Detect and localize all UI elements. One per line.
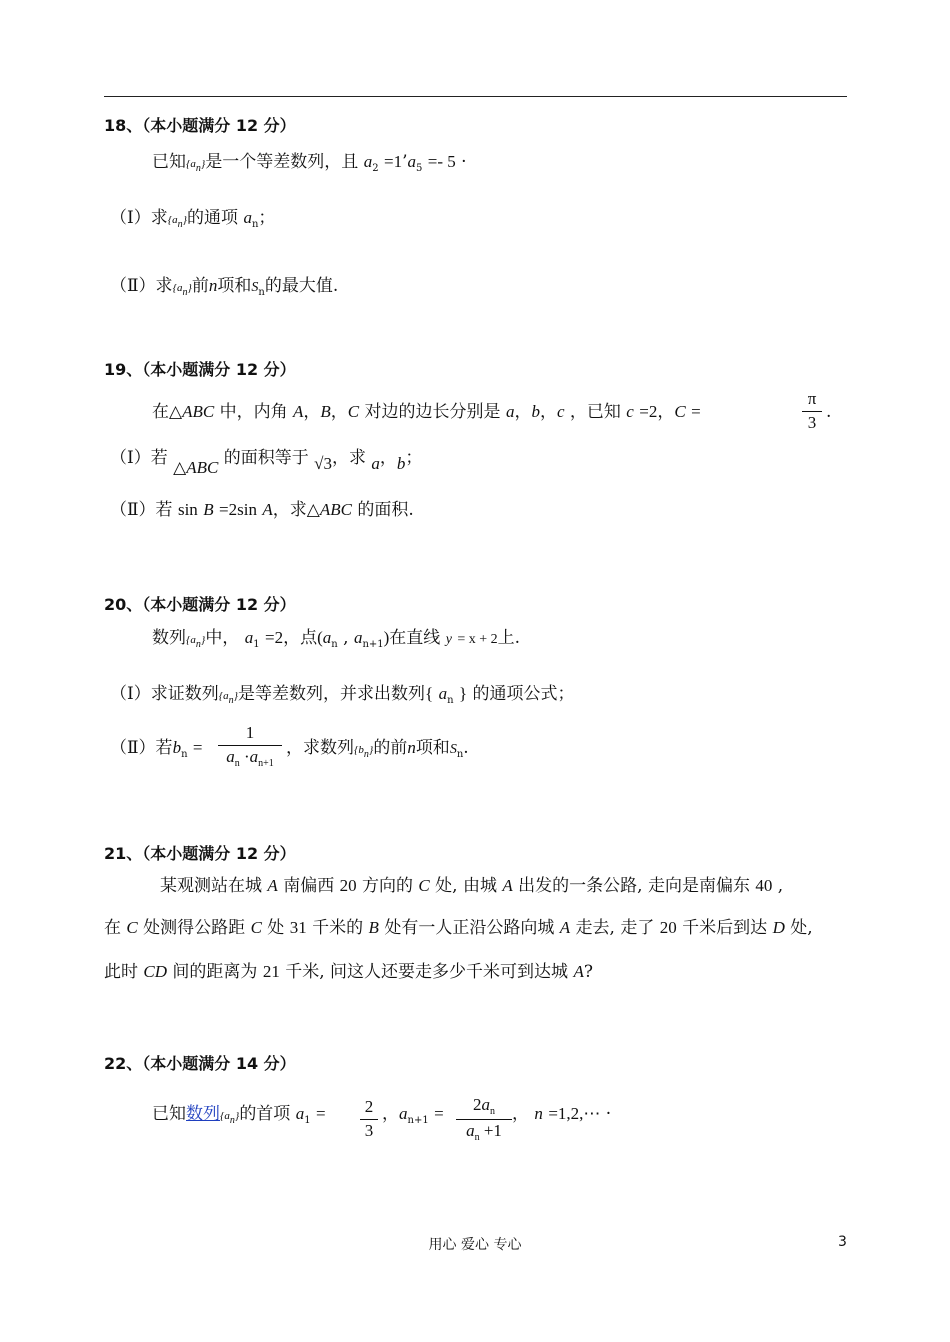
- page-footer: 用心 爱心 专心: [428, 1237, 522, 1253]
- q21-line-3: 此时 CD 间的距离为 21 千米, 问这人还要走多少千米可到达城 A?: [104, 962, 593, 982]
- q19-pi-over-3: π 3: [802, 390, 822, 432]
- q20-part-ii-pre: （Ⅱ）若$b_n$ =: [110, 738, 203, 760]
- page-number: 3: [838, 1234, 847, 1250]
- q18-intro: 已知$\{a_n\}$是一个等差数列，且 $a_2$ $=1’a_5 =- 5$ ·: [152, 152, 467, 174]
- q20-part-i: （Ⅰ）求证数列$\{a_n\}$是等差数列，并求出数列{ $a_n$ } 的通项公式；: [110, 684, 575, 706]
- q18-part-ii: （Ⅱ）求$\{a_n\}$前n项和$S_n$的最大值.: [110, 276, 339, 298]
- q20-intro: 数列$\{a_n\}$中， $a_1 =2$，点($a_n$ , $a_{n+1}$)在直线 y = x + 2上.: [152, 628, 521, 650]
- q20-part-ii-post: ，求数列$\{b_n\}$的前n项和$S_n$.: [286, 738, 469, 760]
- q19-part-i: （Ⅰ）若 △ABC 的面积等于 √3，求 a，b；: [110, 448, 423, 478]
- q22-intro-pre: 已知: [152, 1104, 186, 1124]
- q20-fraction: 1 $a_n \cdot a_{n+1}$: [218, 724, 282, 769]
- q18-part-i: （Ⅰ）求$\{a_n\}$的通项 $a_n$；: [110, 208, 276, 230]
- q19-part-ii: （Ⅱ）若 sin B =2sin A，求△ABC 的面积.: [110, 500, 414, 520]
- q18-header: 18、（本小题满分 12 分）: [104, 116, 296, 135]
- q22-recurrence-pre: ，$a_{n+1}$ =: [382, 1104, 444, 1126]
- q22-recurrence-fraction: $2a_n$ $a_n +1$: [456, 1096, 512, 1143]
- q22-two-thirds: 2 3: [360, 1098, 378, 1140]
- q19-intro: 在△ABC 中，内角 A，B，C 对边的边长分别是 a，b，c ，已知 c =2，C =: [152, 402, 701, 422]
- q19-header: 19、（本小题满分 12 分）: [104, 360, 296, 379]
- q22-intro: 已知数列$\{a_n\}$的首项 $a_1$ =: [152, 1104, 326, 1126]
- q21-line-1: 某观测站在城 A 南偏西 20 方向的 C 处, 由城 A 出发的一条公路, 走向是南偏东 40 ,: [160, 876, 784, 896]
- q21-header: 21、（本小题满分 12 分）: [104, 844, 296, 863]
- q22-sequence-link[interactable]: 数列: [186, 1104, 220, 1124]
- q21-line-2: 在 C 处测得公路距 C 处 31 千米的 B 处有一人正沿公路向城 A 走去, 走了 20 千米后到达 D 处,: [104, 918, 813, 938]
- q22-header: 22、（本小题满分 14 分）: [104, 1054, 296, 1073]
- header-rule: [104, 96, 847, 97]
- q20-header: 20、（本小题满分 12 分）: [104, 595, 296, 614]
- q19-period: .: [826, 402, 832, 422]
- q22-index-range: ， n =1,2,⋯ ·: [512, 1104, 612, 1124]
